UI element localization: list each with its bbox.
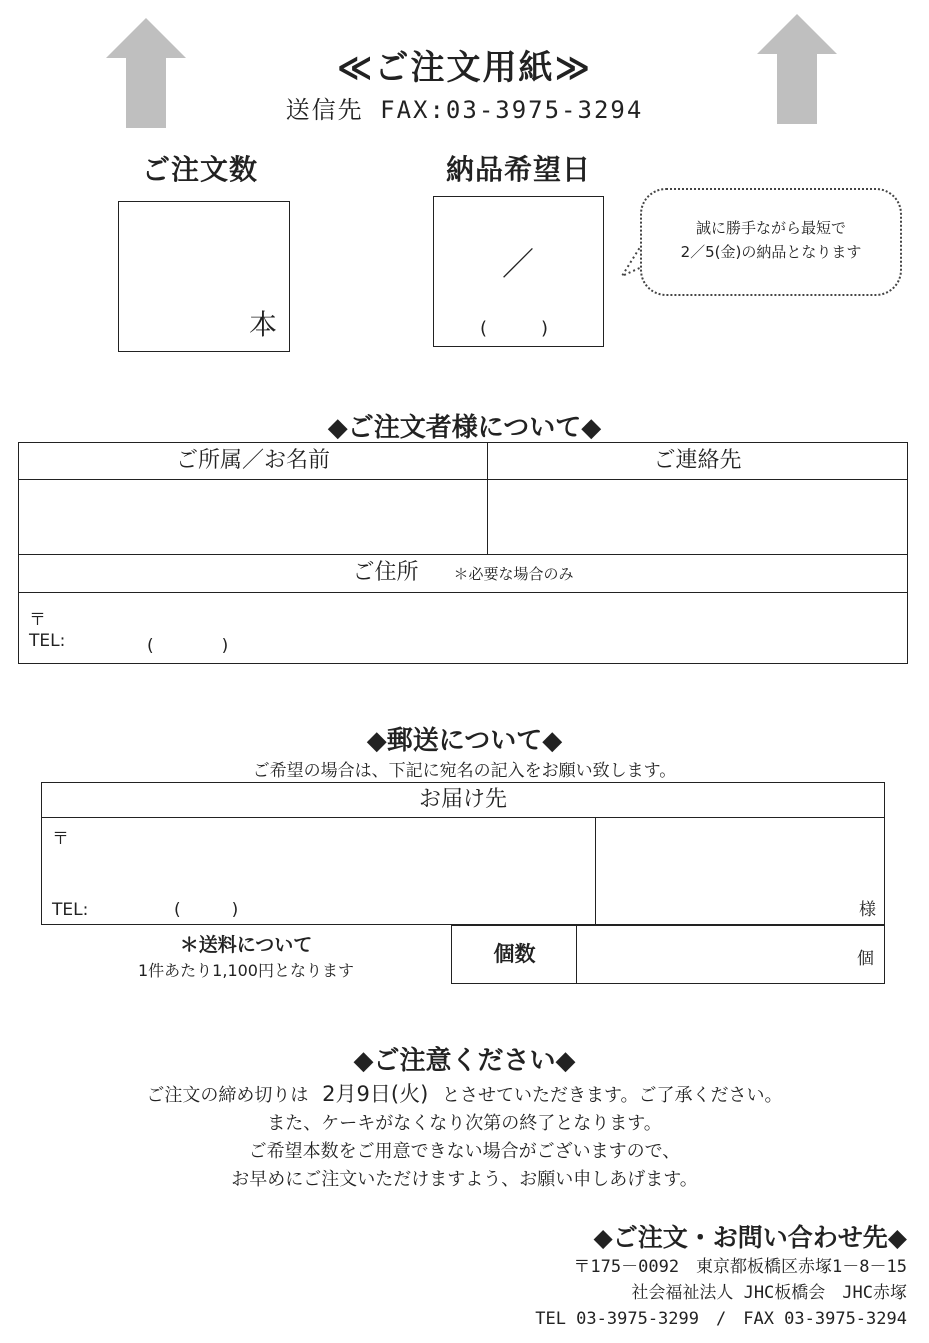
order-count-unit: 本 <box>248 308 277 341</box>
notice-line-1 <box>0 1080 929 1110</box>
fax-destination: 送信先 FAX:03-3975-3294 <box>285 96 644 124</box>
order-count-field[interactable] <box>118 201 290 352</box>
postal-mark: 〒 <box>29 610 46 630</box>
notice-line-2: また、ケーキがなくなり次第の終了となります。 <box>267 1113 662 1134</box>
address-input-cell[interactable] <box>19 593 908 664</box>
contact-heading: ◆ご注文・お問い合わせ先◆ <box>593 1223 907 1252</box>
notice-line-3: ご希望本数をご用意できない場合がございますので、 <box>248 1141 681 1162</box>
deadline-intro: ご注文の締め切りは <box>146 1085 309 1106</box>
address-header <box>19 555 908 593</box>
destination-name-cell[interactable] <box>596 818 885 925</box>
customer-table <box>18 442 908 664</box>
contact-address: 〒175－0092 東京都板橋区赤塚1－8－15 <box>573 1257 907 1277</box>
order-count-label: ご注文数 <box>142 153 259 186</box>
bubble-line-2: 2／5(金)の納品となります <box>680 243 862 261</box>
contact-input-cell[interactable] <box>488 480 908 555</box>
shipping-fee-text: 1件あたり1,100円となります <box>138 961 354 980</box>
name-header: ご所属／お名前 <box>19 443 488 480</box>
customer-section-heading: ◆ご注文者様について◆ <box>327 413 602 443</box>
contact-phone: TEL 03-3975-3299 / FAX 03-3975-3294 <box>535 1309 907 1329</box>
bubble-line-1: 誠に勝手ながら最短で <box>695 219 846 237</box>
quantity-input-cell[interactable] <box>576 925 885 984</box>
quantity-label: 個数 <box>493 942 536 966</box>
shipping-section-heading: ◆郵送について◆ <box>366 726 563 756</box>
honorific-sama: 様 <box>859 900 876 920</box>
shipping-table <box>41 782 885 925</box>
shipping-tel-label: TEL: <box>52 900 89 920</box>
deadline-date: 2月9日(火) <box>322 1082 429 1106</box>
page-title: ≪ご注文用紙≫ <box>336 48 593 88</box>
quantity-unit: 個 <box>857 949 874 969</box>
weekday-paren: ( ) <box>480 318 549 339</box>
destination-header: お届け先 <box>42 783 885 818</box>
quantity-label-cell <box>451 925 578 984</box>
shipping-tel-paren: ( ) <box>174 900 239 920</box>
contact-organization: 社会福祉法人 JHC板橋会 JHC赤塚 <box>631 1283 907 1303</box>
address-note: ＊必要な場合のみ <box>453 565 574 583</box>
notice-line-4: お早めにご注文いただけますよう、お願い申しあげます。 <box>231 1169 698 1190</box>
destination-address-cell[interactable] <box>42 818 596 925</box>
address-label: ご住所 <box>352 560 419 585</box>
tel-label: TEL: <box>29 631 66 651</box>
notice-body <box>0 1080 929 1194</box>
deadline-outro: とさせていただきます。ご了承ください。 <box>442 1085 783 1106</box>
delivery-date-label: 納品希望日 <box>446 153 592 186</box>
shipping-postal-mark: 〒 <box>52 829 69 849</box>
lead-time-bubble <box>640 188 902 296</box>
notice-heading: ◆ご注意ください◆ <box>353 1046 576 1076</box>
delivery-date-field[interactable] <box>433 196 604 347</box>
date-slash: ／ <box>502 245 535 283</box>
shipping-instruction: ご希望の場合は、下記に宛名の記入をお願い致します。 <box>252 761 677 781</box>
name-input-cell[interactable] <box>19 480 488 555</box>
tel-paren: ( ) <box>147 636 229 656</box>
contact-header: ご連絡先 <box>488 443 908 480</box>
shipping-fee-title: ＊送料について <box>179 934 313 956</box>
